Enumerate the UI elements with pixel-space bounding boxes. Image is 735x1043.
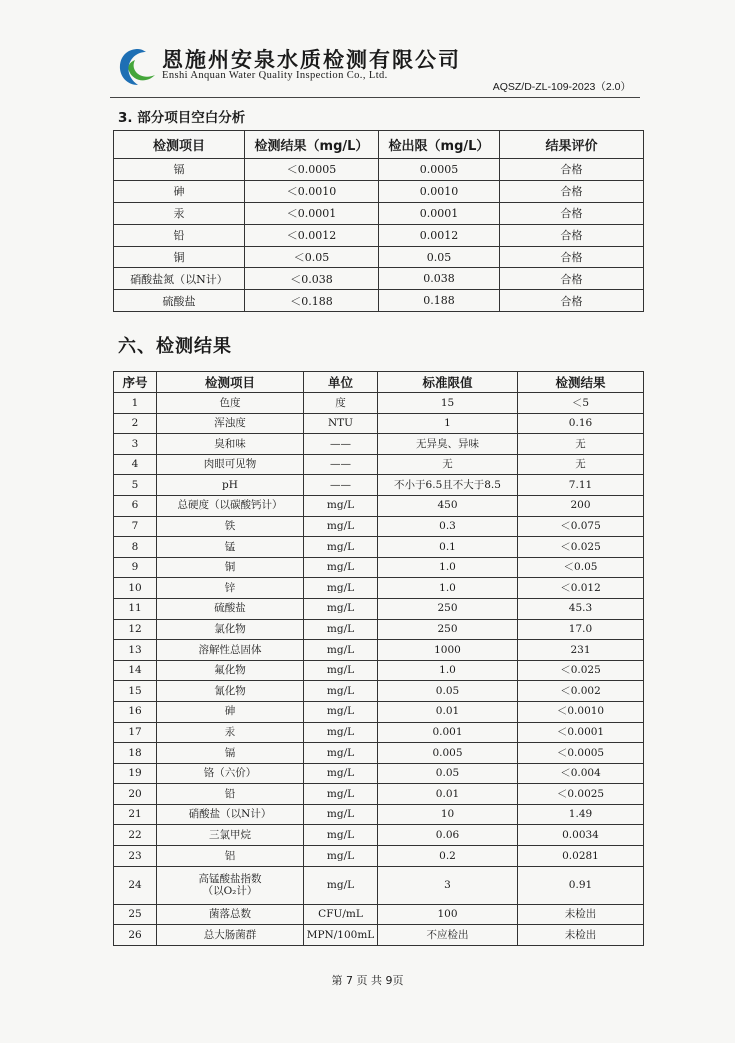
table-row [114,598,644,619]
table-cell: 0.05 [379,246,500,268]
table-cell: mg/L [304,701,378,722]
table-cell: 0.06 [378,825,518,846]
table-cell: ＜0.0010 [518,701,644,722]
table-cell: 250 [378,598,518,619]
table-cell: mg/L [304,660,378,681]
table-row [114,619,644,640]
table-cell: mg/L [304,763,378,784]
table-cell: 1 [378,413,518,434]
column-header: 单位 [304,372,378,393]
table-cell: ＜0.0025 [518,784,644,805]
table-row [114,454,644,475]
table-row [114,846,644,867]
table-cell: ＜0.004 [518,763,644,784]
table-row [114,701,644,722]
table-cell: ＜0.0010 [245,180,379,202]
table-cell: 10 [378,804,518,825]
table-cell: mg/L [304,598,378,619]
table-row [114,681,644,702]
table-cell: 10 [114,578,157,599]
page-number: 第 7 页 共 9页 [331,974,404,987]
table-cell: 18 [114,743,157,764]
table-row [114,495,644,516]
table-cell: 锰 [157,537,304,558]
table-cell: 铜 [114,246,245,268]
column-header: 检测结果 [518,372,644,393]
table-cell: CFU/mL [304,904,378,925]
table-cell: 合格 [500,268,644,290]
table-cell: mg/L [304,557,378,578]
table-cell: 200 [518,495,644,516]
table-cell: ＜0.05 [245,246,379,268]
table-cell: 无异臭、异味 [378,434,518,455]
section6-title: 六、检测结果 [118,336,232,357]
table-cell: 0.0010 [379,180,500,202]
table-cell: 菌落总数 [157,904,304,925]
table-cell: mg/L [304,537,378,558]
table-row [114,784,644,805]
table-cell: 合格 [500,180,644,202]
table-row [114,268,644,290]
table-cell: 镉 [157,743,304,764]
table-cell: 无 [518,434,644,455]
table-cell: 1.49 [518,804,644,825]
table-cell: 砷 [157,701,304,722]
table-cell: 无 [378,454,518,475]
table-row [114,825,644,846]
table-cell: ＜0.0012 [245,224,379,246]
table-cell: 铜 [157,557,304,578]
table-cell: 17 [114,722,157,743]
table-cell: 20 [114,784,157,805]
table-cell: 23 [114,846,157,867]
table-cell: pH [157,475,304,496]
table-cell: 合格 [500,290,644,312]
table-cell: MPN/100mL [304,925,378,946]
table-cell: 0.3 [378,516,518,537]
table-cell: mg/L [304,640,378,661]
table-cell: 度 [304,393,378,414]
table-cell: 45.3 [518,598,644,619]
company-logo-icon [118,47,158,87]
table-row [114,743,644,764]
table-row [114,202,644,224]
table-cell: 铬（六价） [157,763,304,784]
table-row [114,475,644,496]
table-cell: —— [304,475,378,496]
table-cell: 1000 [378,640,518,661]
table-cell: 合格 [500,246,644,268]
table-cell: 总大肠菌群 [157,925,304,946]
column-header: 检测项目 [114,131,245,159]
table-row [114,866,644,904]
table-cell: 0.0034 [518,825,644,846]
table-cell: mg/L [304,866,378,904]
table-cell: 0.05 [378,763,518,784]
table-row [114,904,644,925]
table-cell: ＜0.0001 [518,722,644,743]
table-cell: 4 [114,454,157,475]
table-cell: 0.038 [379,268,500,290]
table-cell: ＜0.0005 [518,743,644,764]
table-cell: 450 [378,495,518,516]
table-header-row [114,131,644,159]
table-cell: 17.0 [518,619,644,640]
table-cell: 溶解性总固体 [157,640,304,661]
table-cell: 硝酸盐（以N计） [157,804,304,825]
table-cell: 5 [114,475,157,496]
column-header: 检测结果（mg/L） [245,131,379,159]
table-cell: 11 [114,598,157,619]
table-row [114,159,644,181]
table-cell: mg/L [304,825,378,846]
table-cell: 未检出 [518,925,644,946]
table-cell: 总硬度（以碳酸钙计） [157,495,304,516]
table-cell: ＜0.002 [518,681,644,702]
table-cell: mg/L [304,722,378,743]
table-cell: mg/L [304,516,378,537]
table-cell: 13 [114,640,157,661]
table-cell: 0.0005 [379,159,500,181]
table-cell: 色度 [157,393,304,414]
table-cell: mg/L [304,804,378,825]
table-cell: 7 [114,516,157,537]
table-cell: 0.2 [378,846,518,867]
table-cell: mg/L [304,578,378,599]
table-cell: 0.01 [378,701,518,722]
table-cell: ＜5 [518,393,644,414]
table-cell: mg/L [304,619,378,640]
table-cell: 7.11 [518,475,644,496]
table-cell: 3 [114,434,157,455]
table-cell: 100 [378,904,518,925]
table-cell: 12 [114,619,157,640]
table-cell: ＜0.025 [518,537,644,558]
table-cell: 铅 [157,784,304,805]
table-cell: 浑浊度 [157,413,304,434]
table-row [114,925,644,946]
table-cell: 硫酸盐 [157,598,304,619]
table-cell: ＜0.0001 [245,202,379,224]
table-row [114,180,644,202]
table-cell: ＜0.025 [518,660,644,681]
table-cell: ＜0.188 [245,290,379,312]
table-row [114,578,644,599]
section3-title: 3. 部分项目空白分析 [118,110,246,126]
table-cell: 0.0281 [518,846,644,867]
table-cell: 0.05 [378,681,518,702]
table-cell: 高锰酸盐指数 （以O₂计） [157,866,304,904]
table-cell: 0.001 [378,722,518,743]
table-cell: 1.0 [378,557,518,578]
table-cell: 无 [518,454,644,475]
table-cell: 0.1 [378,537,518,558]
table-cell: 25 [114,904,157,925]
document-code: AQSZ/D-ZL-109-2023（2.0） [492,81,631,93]
column-header: 标准限值 [378,372,518,393]
table-cell: 1.0 [378,660,518,681]
table-cell: 0.91 [518,866,644,904]
table-cell: mg/L [304,784,378,805]
table-cell: 22 [114,825,157,846]
table-cell: 0.005 [378,743,518,764]
table-cell: 合格 [500,224,644,246]
table-cell: 8 [114,537,157,558]
table-row [114,804,644,825]
column-header: 检测项目 [157,372,304,393]
table-cell: 硝酸盐氮（以N计） [114,268,245,290]
table-cell: 231 [518,640,644,661]
column-header: 序号 [114,372,157,393]
table-row [114,516,644,537]
table-cell: ＜0.0005 [245,159,379,181]
table-cell: 不应检出 [378,925,518,946]
table-cell: 19 [114,763,157,784]
table-row [114,722,644,743]
table-cell: 15 [378,393,518,414]
table-cell: 2 [114,413,157,434]
table-row [114,246,644,268]
table-cell: 21 [114,804,157,825]
table-cell: 汞 [114,202,245,224]
table-cell: 0.0012 [379,224,500,246]
table-cell: ＜0.038 [245,268,379,290]
table-row [114,640,644,661]
table-cell: mg/L [304,846,378,867]
table-cell: ＜0.075 [518,516,644,537]
table-cell: ＜0.05 [518,557,644,578]
table-cell: 氰化物 [157,681,304,702]
table-cell: 硫酸盐 [114,290,245,312]
table-cell: 铁 [157,516,304,537]
table-cell: 铅 [114,224,245,246]
column-header: 检出限（mg/L） [379,131,500,159]
table-cell: 合格 [500,159,644,181]
table-cell: 15 [114,681,157,702]
table-row [114,434,644,455]
table-row [114,224,644,246]
table-cell: 三氯甲烷 [157,825,304,846]
table-cell: 汞 [157,722,304,743]
table-cell: 250 [378,619,518,640]
table-cell: 1.0 [378,578,518,599]
blank-analysis-table [113,130,644,312]
table-cell: 不小于6.5且不大于8.5 [378,475,518,496]
table-cell: 3 [378,866,518,904]
table-cell: 1 [114,393,157,414]
table-row [114,290,644,312]
table-cell: 14 [114,660,157,681]
company-name-en: Enshi Anquan Water Quality Inspection Co., Ltd. [162,70,388,81]
table-cell: 锌 [157,578,304,599]
table-header-row [114,372,644,393]
table-cell: —— [304,434,378,455]
table-cell: NTU [304,413,378,434]
table-cell: 氟化物 [157,660,304,681]
header-divider [110,97,640,98]
column-header: 结果评价 [500,131,644,159]
table-cell: 9 [114,557,157,578]
company-name-cn: 恩施州安泉水质检测有限公司 [162,47,461,72]
table-cell: 铝 [157,846,304,867]
table-cell: 6 [114,495,157,516]
table-cell: mg/L [304,743,378,764]
table-cell: ＜0.012 [518,578,644,599]
table-cell: 镉 [114,159,245,181]
table-cell: 砷 [114,180,245,202]
table-cell: 合格 [500,202,644,224]
table-cell: 未检出 [518,904,644,925]
table-cell: 0.01 [378,784,518,805]
table-cell: 氯化物 [157,619,304,640]
table-row [114,557,644,578]
table-cell: 0.16 [518,413,644,434]
table-row [114,660,644,681]
table-row [114,763,644,784]
table-row [114,537,644,558]
table-cell: 0.188 [379,290,500,312]
table-row [114,393,644,414]
table-cell: —— [304,454,378,475]
test-results-table [113,371,644,946]
table-cell: 臭和味 [157,434,304,455]
table-cell: mg/L [304,681,378,702]
table-row [114,413,644,434]
table-cell: 0.0001 [379,202,500,224]
table-cell: mg/L [304,495,378,516]
table-cell: 肉眼可见物 [157,454,304,475]
table-cell: 26 [114,925,157,946]
table-cell: 24 [114,866,157,904]
table-cell: 16 [114,701,157,722]
